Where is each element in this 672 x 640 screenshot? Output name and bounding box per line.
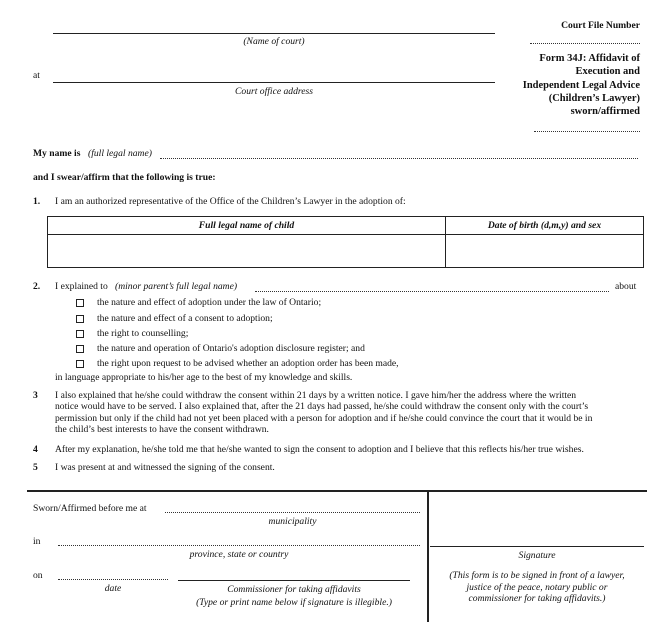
child-name-header: Full legal name of child (48, 217, 446, 235)
in-label: in (33, 536, 41, 547)
para-3-line: the child’s best interests to have the consent withdrawn. (55, 423, 269, 435)
minor-parent-name-field[interactable] (255, 291, 609, 292)
sworn-affirmed-field[interactable] (534, 131, 640, 132)
child-name-cell[interactable] (48, 235, 446, 268)
para-2-number: 2. (33, 281, 41, 292)
para-5-number: 5 (33, 462, 38, 473)
signature-note-line: (This form is to be signed in front of a lawyer, (449, 570, 625, 581)
signature-note (430, 570, 644, 605)
municipality-field[interactable] (165, 512, 420, 513)
checkbox[interactable] (76, 315, 84, 323)
minor-parent-name-hint: (minor parent’s full legal name) (115, 281, 238, 292)
form-title-line: Independent Legal Advice (522, 79, 640, 91)
form-title-line: sworn/affirmed (570, 106, 640, 118)
child-dob-header: Date of birth (d,m,y) and sex (446, 217, 644, 235)
commissioner-signature-line[interactable] (178, 580, 410, 581)
para-2-item: the right to counselling; (97, 328, 189, 339)
my-name-is-label: My name is (33, 148, 81, 159)
para-2-item: the nature and effect of adoption under the law of Ontario; (97, 297, 322, 308)
municipality-caption: municipality (268, 516, 317, 527)
date-caption: date (104, 583, 122, 594)
signature-note-line: justice of the peace, notary public or (466, 581, 608, 593)
para-3-text (55, 390, 645, 435)
full-legal-name-field[interactable] (160, 158, 638, 159)
para-3-line: permission but only if the child had not yet been placed with a person for adoption and if he/she could convince the court that it would be in (55, 412, 593, 424)
form-title-line: Form 34J: Affidavit of (539, 53, 640, 64)
form-title-line: Execution and (575, 66, 640, 78)
signature-caption: Signature (518, 550, 556, 561)
child-table (47, 216, 644, 268)
checkbox[interactable] (76, 330, 84, 338)
para-2-item: the nature and effect of a consent to adoption; (97, 313, 273, 324)
province-field[interactable] (58, 545, 420, 546)
court-file-number-label: Court File Number (561, 20, 640, 31)
para-2-item: the nature and operation of Ontario's adoption disclosure register; and (97, 343, 365, 354)
at-label: at (33, 70, 40, 81)
para-1-number: 1. (33, 196, 41, 207)
commissioner-note: (Type or print name below if signature is illegible.) (196, 597, 392, 608)
para-3-number: 3 (33, 390, 38, 401)
para-2-item: the right upon request to be advised whether an adoption order has been made, (97, 358, 399, 369)
jurat-top-rule (27, 490, 647, 492)
para-2-lead: I explained to (55, 281, 108, 292)
court-office-address-line[interactable] (53, 82, 495, 83)
para-4-number: 4 (33, 444, 38, 455)
commissioner-caption: Commissioner for taking affidavits (227, 584, 361, 595)
para-1-text: I am an authorized representative of the Office of the Children’s Lawyer in the adoption of: (55, 196, 406, 207)
para-4-text: After my explanation, he/she told me that he/she wanted to sign the consent to adoption and I believe that this reflects his/her true wishes. (55, 444, 584, 455)
checkbox[interactable] (76, 360, 84, 368)
para-2-closing: in language appropriate to his/her age to the best of my knowledge and skills. (55, 372, 353, 383)
checkbox[interactable] (76, 299, 84, 307)
name-of-court-line[interactable] (53, 33, 495, 34)
full-legal-name-hint: (full legal name) (88, 148, 152, 159)
court-office-address-caption: Court office address (235, 86, 313, 97)
signature-note-line: commissioner for taking affidavits.) (468, 593, 606, 604)
para-5-text: I was present at and witnessed the signing of the consent. (55, 462, 275, 473)
form-title-line: (Children’s Lawyer) (548, 92, 640, 104)
on-label: on (33, 570, 43, 581)
swear-statement: and I swear/affirm that the following is true: (33, 172, 216, 183)
sworn-label: Sworn/Affirmed before me at (33, 503, 147, 514)
para-3-line: notice would have to be served. I also explained that, after the 21 days had passed, he/she could withdraw the consent only with the court’s (55, 401, 589, 413)
checkbox[interactable] (76, 345, 84, 353)
para-3-line: I also explained that he/she could withdraw the consent within 21 days by a written notice. I gave him/her the address where the written (55, 390, 577, 401)
court-file-number-field[interactable] (530, 43, 640, 44)
jurat-divider (427, 490, 429, 622)
province-caption: province, state or country (189, 549, 289, 560)
form-title (480, 52, 640, 118)
child-dob-cell[interactable] (446, 235, 644, 268)
name-of-court-caption: (Name of court) (243, 36, 305, 47)
date-field[interactable] (58, 579, 168, 580)
signature-line[interactable] (430, 546, 644, 547)
para-2-about: about (615, 281, 637, 292)
